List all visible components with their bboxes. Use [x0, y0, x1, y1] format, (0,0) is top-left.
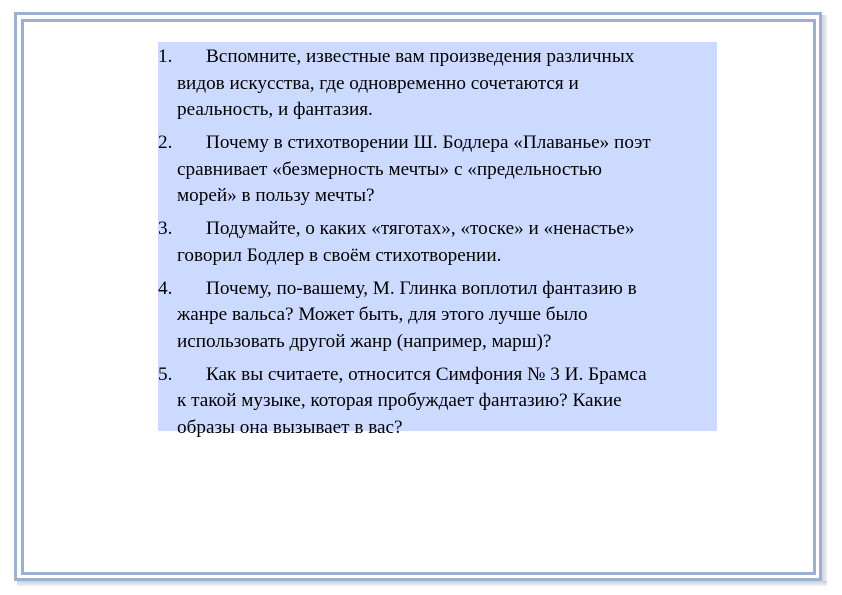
question-item-3	[158, 216, 717, 269]
question-text-line: сравнивает «безмерность мечты» с «предельностью	[177, 158, 602, 180]
question-item-1	[158, 44, 717, 124]
question-number: 5.	[158, 363, 173, 385]
question-text-line: Подумайте, о каких «тяготах», «тоске» и «ненастье»	[206, 218, 635, 239]
question-item-5	[158, 362, 717, 442]
question-number: 1.	[158, 46, 173, 67]
question-text-line: Почему в стихотворении Ш. Бодлера «Плаванье» поэт	[206, 132, 651, 153]
frame-shadow	[822, 15, 827, 584]
question-text-line: к такой музыке, которая пробуждает фантазию? Какие	[177, 390, 622, 411]
question-item-2	[158, 130, 717, 210]
question-text-line: говорил Бодлер в своём стихотворении.	[177, 244, 502, 266]
question-text-line: Почему, по-вашему, М. Глинка воплотил фантазию в	[206, 277, 637, 299]
question-number: 4.	[158, 277, 173, 299]
question-text-line: Как вы считаете, относится Симфония № 3 И. Брамса	[206, 363, 647, 385]
question-number: 2.	[158, 132, 173, 153]
question-list	[158, 42, 717, 438]
question-text-line: Вспомните, известные вам произведения различных	[206, 46, 635, 67]
question-text-line: морей» в пользу мечты?	[177, 185, 375, 206]
question-text-line: образы она вызывает в вас?	[177, 416, 403, 438]
question-text-line: использовать другой жанр (например, марш)?	[177, 330, 552, 352]
question-text-line: реальность, и фантазия.	[177, 99, 373, 120]
question-item-4	[158, 276, 717, 356]
question-number: 3.	[158, 218, 173, 239]
question-text-line: видов искусства, где одновременно сочетаются и	[177, 72, 579, 94]
question-text-line: жанре вальса? Может быть, для этого лучше было	[177, 304, 588, 325]
frame-shadow	[17, 581, 827, 586]
